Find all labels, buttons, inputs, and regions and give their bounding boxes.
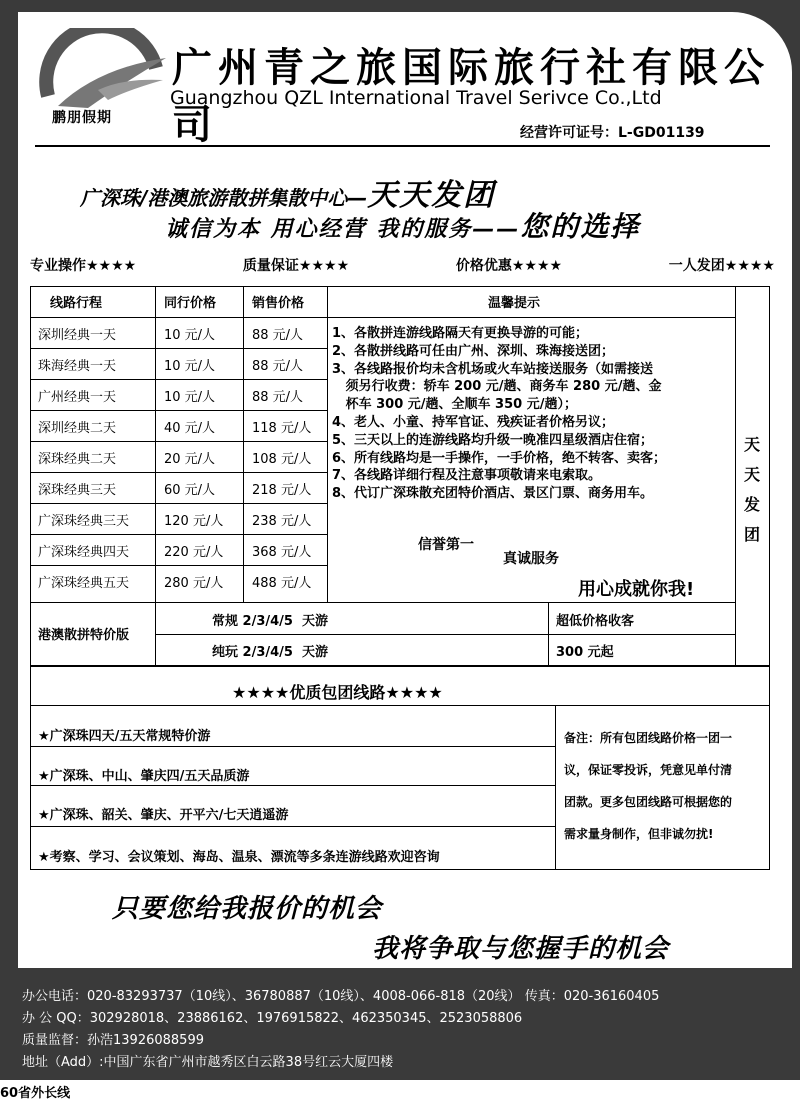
peer-price: 10 元/人 [164, 390, 216, 405]
package-note-line: 议，保证零投诉，凭意见单付清 [564, 763, 733, 777]
tips-list [332, 325, 732, 503]
package-note-line: 备注：所有包团线路价格一团一 [564, 731, 733, 745]
side-char: 天 [743, 435, 760, 454]
peer-price: 120 元/人 [164, 514, 224, 529]
slogan-2-small: 诚信为本 用心经营 我的服务—— [165, 217, 521, 242]
sale-price: 218 元/人 [252, 483, 312, 498]
tip-line: 7、各线路详细行程及注意事项敬请来电索取。 [332, 468, 602, 484]
peer-price: 10 元/人 [164, 328, 216, 343]
feature-list [30, 255, 775, 275]
sale-price: 488 元/人 [252, 576, 312, 591]
package-item: ★考察、学习、会议策划、海岛、温泉、漂流等多条连游线路欢迎咨询 [38, 850, 440, 865]
tip-line: 6、所有线路均是一手操作，一手价格，绝不转客、卖客； [332, 450, 667, 466]
contact-supervisor: 质量监督：孙浩13926088599 [22, 1033, 204, 1048]
route-name: 广深珠经典三天 [38, 514, 130, 529]
tip-line: 4、老人、小童、持军官证、残疾证者价格另议； [332, 414, 615, 430]
route-name: 广深珠经典四天 [38, 545, 130, 560]
package-note [564, 722, 768, 850]
peer-price: 20 元/人 [164, 452, 216, 467]
package-title: ★★★★优质包团线路★★★★ [232, 683, 443, 702]
side-vertical-text [740, 430, 764, 550]
page-footer: 60省外长线 [0, 1086, 71, 1101]
tip-line: 1、各散拼连游线路隔天有更换导游的可能； [332, 326, 589, 341]
contact-phone: 办公电话：020-83293737（10线）、36780887（10线）、4008-066-818（20线） 传真：020-36160405 [22, 989, 660, 1004]
peer-price: 10 元/人 [164, 359, 216, 374]
hk-label: 港澳散拼特价版 [38, 628, 130, 643]
hk-note-1: 超低价格收客 [556, 614, 635, 629]
slogan-1-big: 天天发团 [367, 178, 496, 213]
motto-1: 信誉第一 [418, 537, 474, 553]
hk-type-2: 纯玩 2/3/4/5 天游 [212, 645, 329, 660]
route-name: 深珠经典二天 [38, 452, 117, 467]
route-name: 深圳经典一天 [38, 328, 117, 343]
contact-qq: 办 公 QQ：302928018、23886162、1976915822、462350345、2523058806 [22, 1011, 523, 1026]
route-name: 珠海经典一天 [38, 359, 117, 374]
route-name: 广深珠经典五天 [38, 576, 130, 591]
side-char: 发 [743, 495, 760, 514]
feature-item: 质量保证★★★★ [242, 258, 350, 274]
peer-price: 280 元/人 [164, 576, 224, 591]
contact-info [22, 986, 659, 1074]
feature-item: 价格优惠★★★★ [455, 258, 563, 274]
tip-line: 杯车 300 元/趟、全顺车 350 元/趟）； [332, 397, 577, 413]
slogan-2-big: 您的选择 [520, 210, 641, 243]
package-item: ★广深珠、韶关、肇庆、开平六/七天逍遥游 [38, 808, 289, 823]
feature-item: 专业操作★★★★ [30, 258, 137, 274]
tip-line: 2、各散拼线路可任由广州、深圳、珠海接送团； [332, 343, 615, 359]
header-tips: 温馨提示 [488, 296, 541, 311]
sale-price: 238 元/人 [252, 514, 312, 529]
tip-line: 5、三天以上的连游线路均升级一晚准四星级酒店住宿； [332, 432, 654, 448]
sale-price: 88 元/人 [252, 390, 304, 405]
peer-price: 60 元/人 [164, 483, 216, 498]
hk-type-1: 常规 2/3/4/5 天游 [212, 614, 329, 629]
package-item: ★广深珠四天/五天常规特价游 [38, 729, 211, 744]
tip-line: 须另行收费：轿车 200 元/趟、商务车 280 元/趟、金 [332, 379, 662, 395]
slogan-1-small: 广深珠/港澳旅游散拼集散中心— [80, 186, 368, 210]
package-item: ★广深珠、中山、肇庆四/五天品质游 [38, 769, 250, 784]
side-char: 团 [743, 525, 760, 544]
sale-price: 368 元/人 [252, 545, 312, 560]
header-sale-price: 销售价格 [252, 296, 305, 311]
package-note-line: 需求量身制作，但非诚勿扰! [564, 827, 714, 841]
logo-text: 鹏朋假期 [52, 110, 112, 126]
header-peer-price: 同行价格 [164, 296, 217, 311]
license-number: 经营许可证号：L-GD01139 [520, 125, 705, 141]
peer-price: 40 元/人 [164, 421, 216, 436]
motto-3: 用心成就你我! [578, 579, 695, 600]
hk-note-2: 300 元起 [556, 645, 614, 660]
slogan-line-2 [165, 205, 640, 245]
sale-price: 118 元/人 [252, 421, 312, 436]
sale-price: 108 元/人 [252, 452, 312, 467]
company-name-cn: 广州青之旅国际旅行社有限公司 [172, 44, 770, 148]
bottom-slogan-1: 只要您给我报价的机会 [112, 894, 383, 924]
route-name: 广州经典一天 [38, 390, 117, 405]
header-route: 线路行程 [50, 296, 103, 311]
contact-address: 地址（Add）:中国广东省广州市越秀区白云路38号红云大厦四楼 [22, 1055, 394, 1070]
tip-line: 8、代订广深珠散充团特价酒店、景区门票、商务用车。 [332, 486, 654, 502]
bottom-slogan-2: 我将争取与您握手的机会 [372, 934, 670, 964]
sale-price: 88 元/人 [252, 359, 304, 374]
side-char: 天 [743, 465, 760, 484]
peer-price: 220 元/人 [164, 545, 224, 560]
motto-2: 真诚服务 [503, 551, 559, 567]
feature-item: 一人发团★★★★ [668, 258, 775, 274]
sale-price: 88 元/人 [252, 328, 304, 343]
tip-line: 3、各线路报价均未含机场或火车站接送服务（如需接送 [332, 361, 654, 377]
header-divider [35, 145, 770, 147]
company-name-en: Guangzhou QZL International Travel Serivce Co.,Ltd [170, 87, 662, 109]
package-note-line: 团款。更多包团线路可根据您的 [564, 795, 733, 809]
route-name: 深珠经典三天 [38, 483, 117, 498]
route-name: 深圳经典二天 [38, 421, 117, 436]
